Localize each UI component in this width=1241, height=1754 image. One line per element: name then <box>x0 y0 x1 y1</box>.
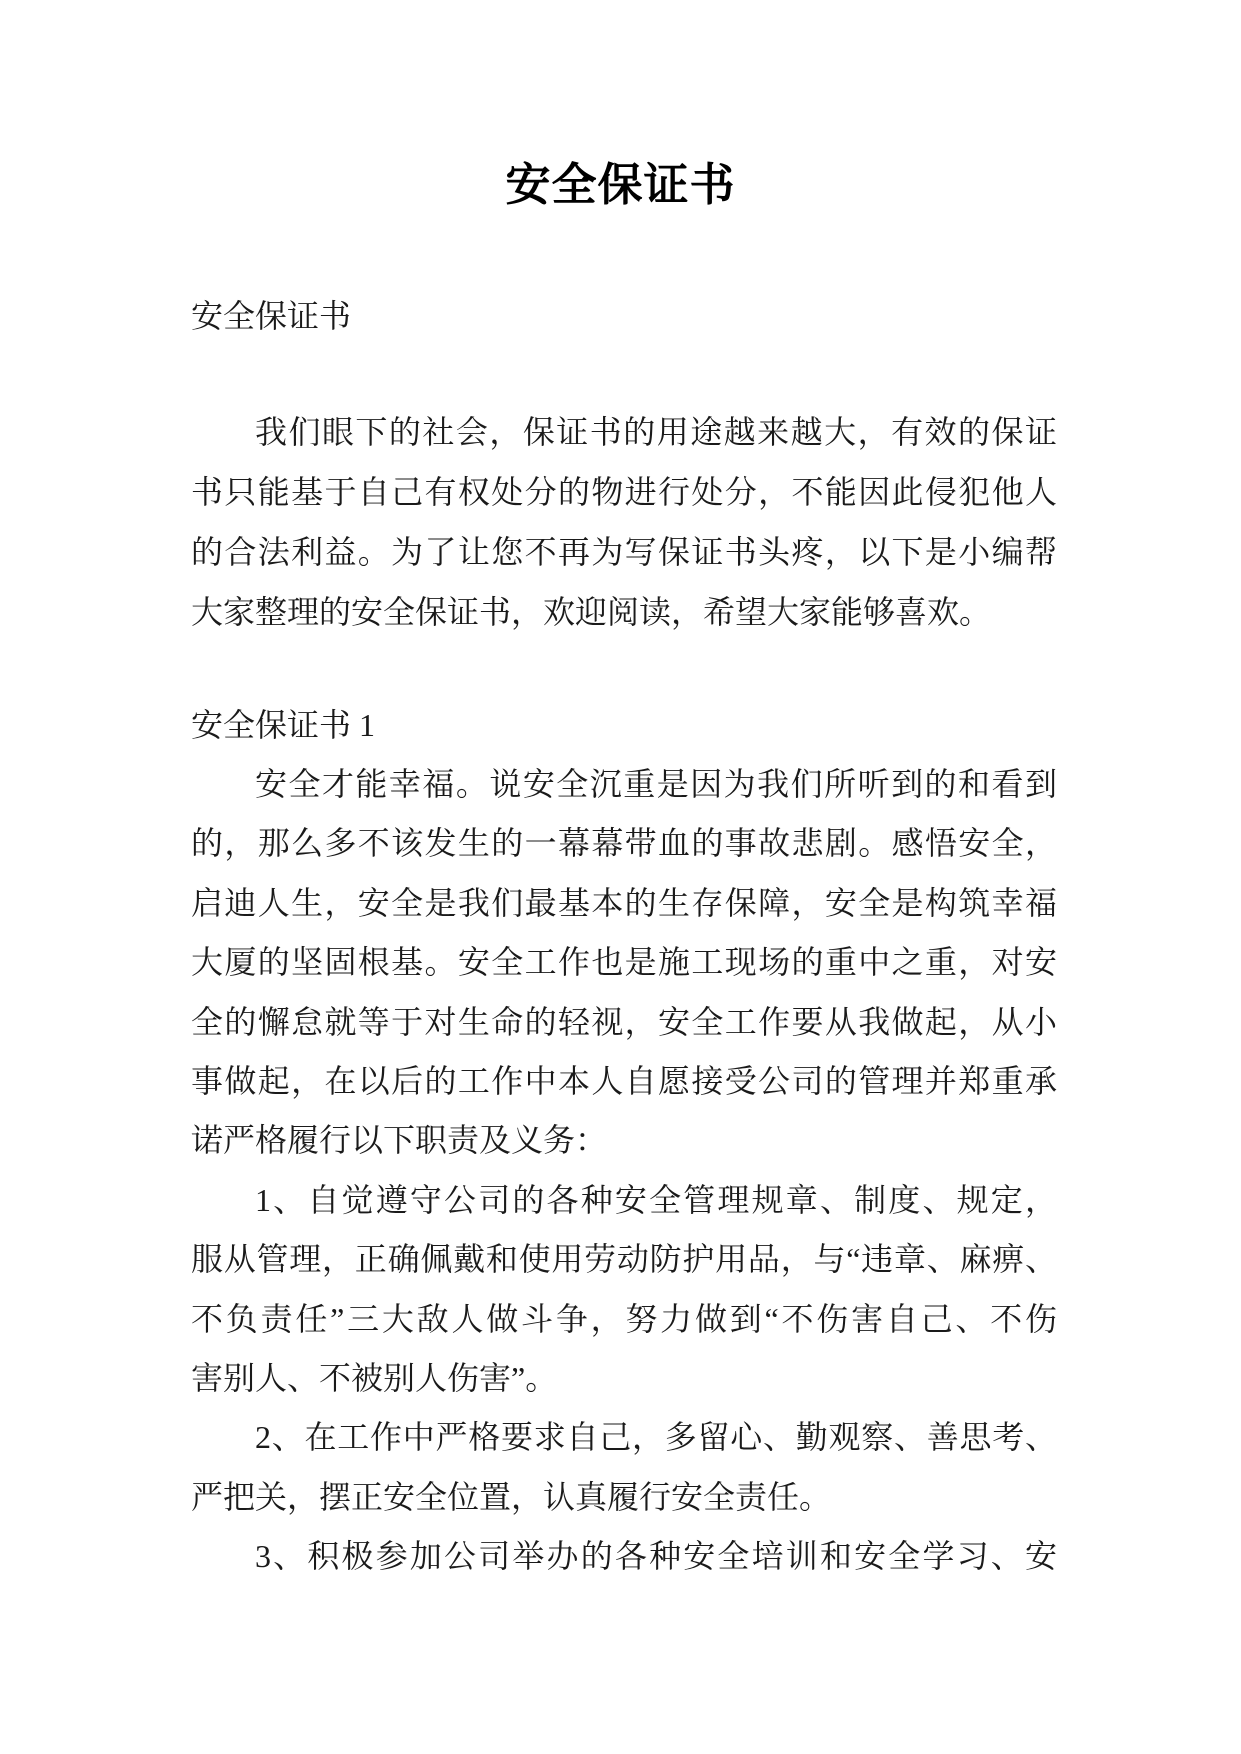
list-item-1 <box>191 1171 1057 1409</box>
paragraph-line: 2、在工作中严格要求自己，多留心、勤观察、善思考、 <box>255 1419 1057 1456</box>
paragraph-line: 书只能基于自己有权处分的物进行处分，不能因此侵犯他人 <box>191 474 1057 510</box>
paragraph-line: 大厦的坚固根基。安全工作也是施工现场的重中之重，对安 <box>191 944 1057 981</box>
paragraph-line: 安全才能幸福。说安全沉重是因为我们所听到的和看到 <box>255 766 1057 802</box>
paragraph-line: 严把关，摆正安全位置，认真履行安全责任。 <box>191 1478 832 1515</box>
paragraph-line: 事做起，在以后的工作中本人自愿接受公司的管理并郑重承 <box>191 1062 1057 1099</box>
intro-paragraph <box>191 402 1057 642</box>
paragraph-line: 启迪人生，安全是我们最基本的生存保障，安全是构筑幸福 <box>191 884 1057 921</box>
section-heading: 安全保证书 1 <box>191 707 376 743</box>
list-item-2 <box>191 1408 1057 1527</box>
paragraph-line: 1、自觉遵守公司的各种安全管理规章、制度、规定， <box>255 1181 1057 1218</box>
paragraph-line: 不负责任”三大敌人做斗争，努力做到“不伤害自己、不伤 <box>191 1300 1057 1337</box>
section-body <box>191 755 1057 1586</box>
document-body <box>191 286 1057 1586</box>
paragraph <box>191 755 1057 1171</box>
paragraph-line: 的，那么多不该发生的一幕幕带血的事故悲剧。感悟安全， <box>191 825 1057 862</box>
paragraph-line: 服从管理，正确佩戴和使用劳动防护用品，与“违章、麻痹、 <box>191 1241 1057 1278</box>
paragraph-line: 全的懈怠就等于对生命的轻视，安全工作要从我做起，从小 <box>191 1003 1057 1040</box>
paragraph-line: 诺严格履行以下职责及义务： <box>191 1122 608 1159</box>
list-item-3 <box>191 1527 1057 1586</box>
paragraph-line: 我们眼下的社会，保证书的用途越来越大，有效的保证 <box>255 414 1057 450</box>
paragraph-line: 的合法利益。为了让您不再为写保证书头疼，以下是小编帮 <box>191 534 1057 570</box>
paragraph-line: 大家整理的安全保证书，欢迎阅读，希望大家能够喜欢。 <box>191 594 992 630</box>
paragraph-line: 3、积极参加公司举办的各种安全培训和安全学习、安 <box>255 1538 1057 1575</box>
document-subtitle: 安全保证书 <box>191 298 352 334</box>
paragraph-line: 害别人、不被别人伤害”。 <box>191 1359 558 1396</box>
document-title: 安全保证书 <box>505 160 736 210</box>
